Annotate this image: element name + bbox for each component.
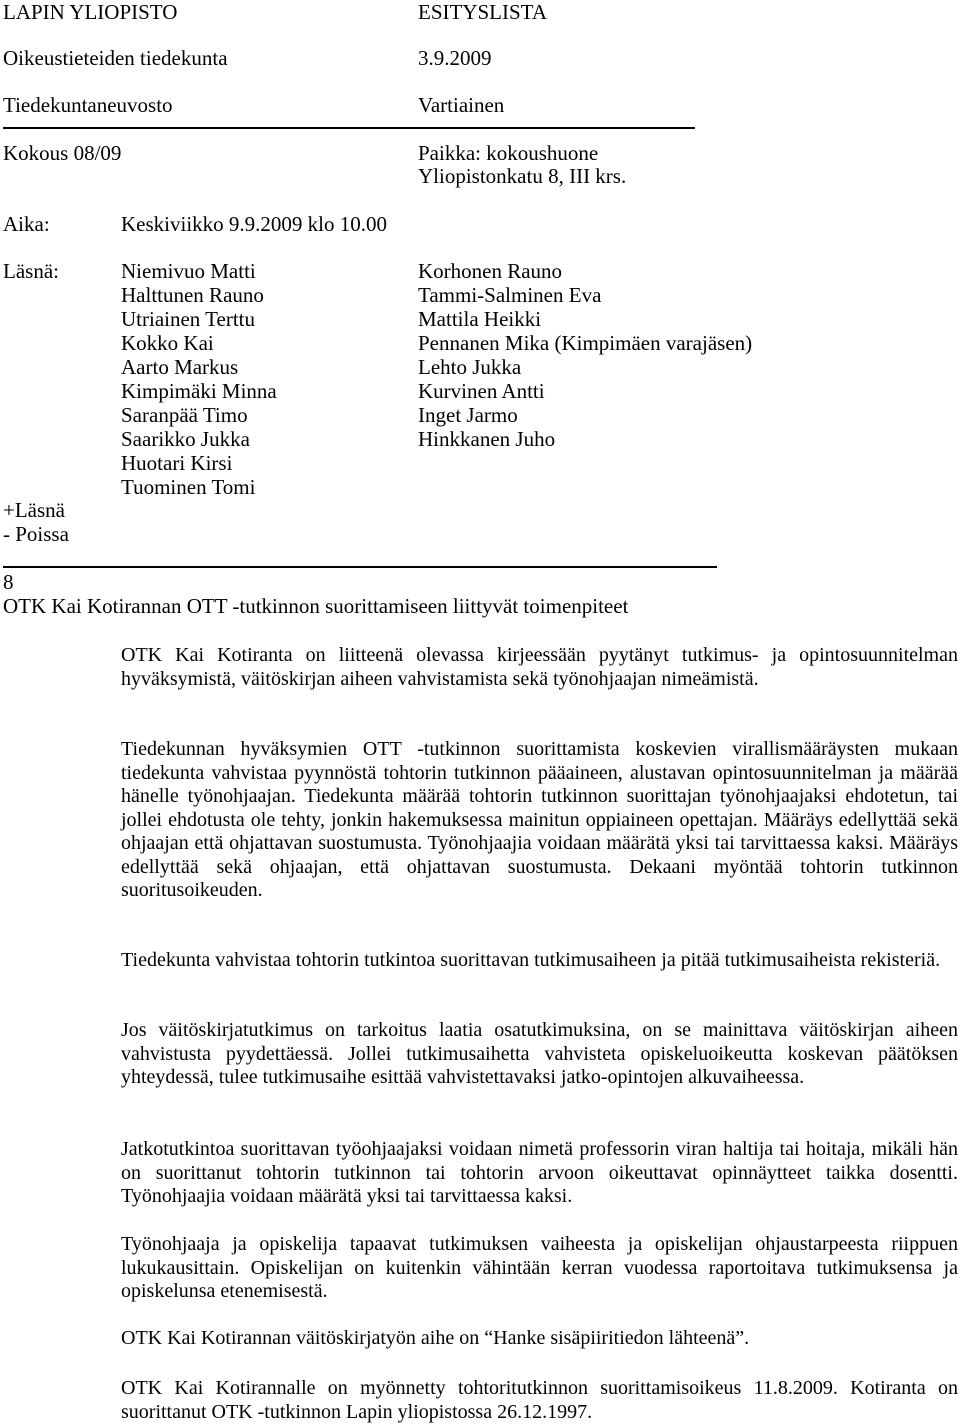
secretary-name: Vartiainen <box>418 93 505 117</box>
attendee: Tammi-Salminen Eva <box>418 283 602 307</box>
meeting-number: Kokous 08/09 <box>3 141 122 165</box>
attendee: Utriainen Terttu <box>121 307 256 331</box>
time-value: Keskiviikko 9.9.2009 klo 10.00 <box>121 212 387 236</box>
header-divider <box>3 127 695 129</box>
attendee: Kimpimäki Minna <box>121 379 277 403</box>
council-name: Tiedekuntaneuvosto <box>3 93 173 117</box>
item-paragraph: OTK Kai Kotirannalle on myönnetty tohtoritutkinnon suorittamisoikeus 11.8.2009. Kotiranta on suorittanut OTK -tutkinnon Lapin yliopistossa 26.12.1997. <box>121 1377 958 1423</box>
attendee: Saarikko Jukka <box>121 427 250 451</box>
item-paragraph: Työnohjaaja ja opiskelija tapaavat tutkimuksen vaiheesta ja opiskelijan ohjaustarpeesta riippuen lukukausittain. Opiskelijan on kuitenkin vähintään kerran vuodessa raportoitava tutkimuksensa ja opiskelunsa etenemisestä. <box>121 1233 958 1302</box>
meeting-place-line2: Yliopistonkatu 8, III krs. <box>418 164 627 188</box>
attendee: Kurvinen Antti <box>418 379 545 403</box>
faculty-name: Oikeustieteiden tiedekunta <box>3 46 228 70</box>
attendee: Kokko Kai <box>121 331 214 355</box>
item-paragraph: Jatkotutkintoa suorittavan työohjaajaksi voidaan nimetä professorin viran haltija tai hoitaja, mikäli hän on suorittanut tohtorin tutkinnon tai tohtorin arvoon oikeuttavat opinnäytteet taikka dosentti. Työnohjaajia voidaan määrätä yksi tai tarvittaessa kaksi. <box>121 1138 958 1207</box>
attendee: Saranpää Timo <box>121 403 248 427</box>
present-label: Läsnä: <box>3 259 59 283</box>
university-name: LAPIN YLIOPISTO <box>3 0 178 24</box>
item-number: 8 <box>3 570 14 594</box>
item-paragraph: OTK Kai Kotiranta on liitteenä olevassa kirjeessään pyytänyt tutkimus- ja opintosuunnitelman hyväksymistä, väitöskirjan aiheen vahvistamista sekä työnohjaajan nimeämistä. <box>121 644 958 690</box>
document-date: 3.9.2009 <box>418 46 492 70</box>
attendee: Pennanen Mika (Kimpimäen varajäsen) <box>418 331 753 355</box>
item-paragraph: Tiedekunta vahvistaa tohtorin tutkintoa suorittavan tutkimusaiheen ja pitää tutkimusaiheista rekisteriä. <box>121 949 941 971</box>
attendee: Huotari Kirsi <box>121 451 233 475</box>
legend-present: +Läsnä <box>3 498 65 522</box>
attendee: Lehto Jukka <box>418 355 522 379</box>
item-paragraph: OTK Kai Kotirannan väitöskirjatyön aihe on “Hanke sisäpiiritiedon lähteenä”. <box>121 1327 750 1349</box>
attendee: Hinkkanen Juho <box>418 427 556 451</box>
time-label: Aika: <box>3 212 50 236</box>
attendee: Mattila Heikki <box>418 307 542 331</box>
legend-absent: - Poissa <box>3 522 69 546</box>
attendee: Inget Jarmo <box>418 403 518 427</box>
attendee: Korhonen Rauno <box>418 259 563 283</box>
attendee: Tuominen Tomi <box>121 475 256 499</box>
item-paragraph: Jos väitöskirjatutkimus on tarkoitus laatia osatutkimuksina, on se mainittava väitöskirjan aiheen vahvistusta pyydettäessä. Jollei tutkimusaihetta vahvisteta opiskeluoikeutta koskevan päätöksen yhteydessä, tulee tutkimusaihe esittää vahvistettavaksi jatko-opintojen alkuvaiheessa. <box>121 1019 958 1088</box>
document-type: ESITYSLISTA <box>418 0 547 24</box>
attendee: Aarto Markus <box>121 355 239 379</box>
attendee: Niemivuo Matti <box>121 259 256 283</box>
item-paragraph: Tiedekunnan hyväksymien OTT -tutkinnon suorittamista koskevien virallismääräysten mukaan tiedekunta vahvistaa pyynnöstä tohtorin tutkinnon pääaineen, alustavan opintosuunnitelman ja määrää hänelle työnohjaajan. Tiedekunta määrää tohtorin tutkinnon suorittajan työnohjaajaksi ehdotetun, tai jollei ehdotusta ole tehty, jonkin hakemuksessa mainitun oppiaineen opettajan. Määräys edellyttää sekä ohjaajan että ohjattavan suostumusta. Työnohjaajia voidaan määrätä yksi tai tarvittaessa kaksi. Määräys edellyttää sekä ohjaajan, että ohjattavan suostumusta. Dekaani myöntää tohtorin tutkinnon suoritusoikeuden. <box>121 738 958 901</box>
section-divider <box>3 566 717 568</box>
attendee: Halttunen Rauno <box>121 283 264 307</box>
meeting-place-line1: Paikka: kokoushuone <box>418 141 599 165</box>
item-title: OTK Kai Kotirannan OTT -tutkinnon suorittamiseen liittyvät toimenpiteet <box>3 594 629 618</box>
